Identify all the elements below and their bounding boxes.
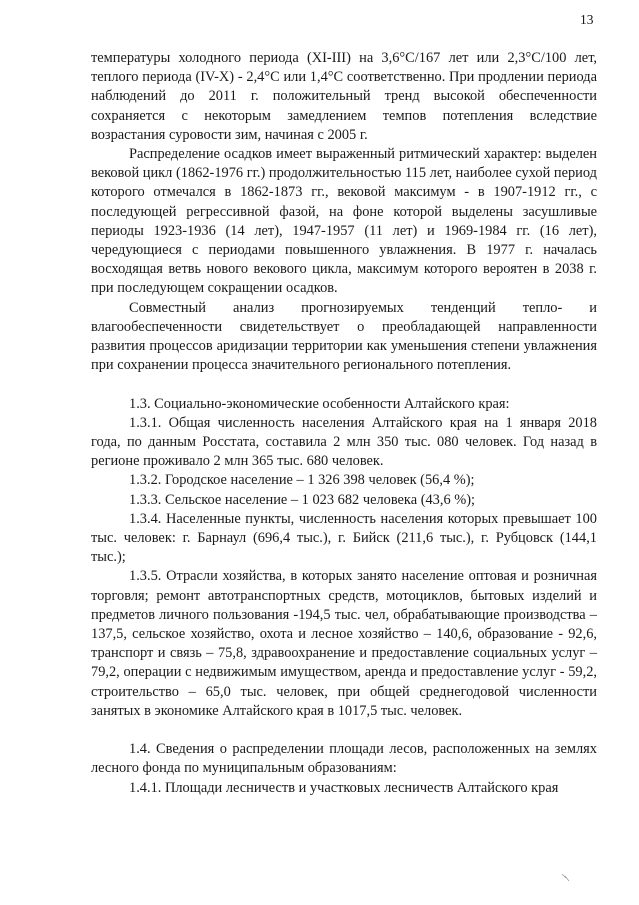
paragraph-joint-analysis: Совместный анализ прогнозируемых тенденций тепло- и влагообеспеченности свидетельствует о преобладающей направленности развития процессов аридизации территории как уменьшения степени увлажнения при сохранении процесса значительного регионального потепления. — [91, 299, 597, 374]
document-body — [91, 49, 597, 798]
paragraph-1-4-1: 1.4.1. Площади лесничеств и участковых лесничеств Алтайского края — [129, 779, 559, 796]
paragraph-1-3-2: 1.3.2. Городское население – 1 326 398 человек (56,4 %); — [129, 472, 475, 489]
paragraph-1-3-3: 1.3.3. Сельское население – 1 023 682 человека (43,6 %); — [129, 491, 476, 508]
paragraph-1-3-5: 1.3.5. Отрасли хозяйства, в которых занято население оптовая и розничная торговля; ремонт автотранспортных средств, мотоциклов, бытовых изделий и предметов личного пользования -194,5 тыс. чел, обрабатывающие производства – 137,5, сельское хозяйство, охота и лесное хозяйство – 140,6, образование - 92,6, транспорт и связь – 75,8, здравоохранение и предоставление социальных услуг – 79,2, операции с недвижимым имуществом, аренда и предоставление услуг - 59,2, строительство – 65,0 тыс. человек, при общей среднегодовой численности занятых в экономике Алтайского края в 1017,5 тыс. человек. — [91, 568, 597, 719]
scan-speck — [560, 872, 572, 884]
paragraph-temperature-trend: температуры холодного периода (XI-III) на 3,6°C/167 лет или 2,3°C/100 лет, теплого периода (IV-X) - 2,4°C или 1,4°C соответственно. При продлении периода наблюдений до 2011 г. положительный тренд высокой обеспеченности сохраняется с некоторым замедлением темпов потепления вследствие возрастания суровости зим, начиная с 2005 г. — [91, 50, 597, 143]
paragraph-1-3-4: 1.3.4. Населенные пункты, численность населения которых превышает 100 тыс. человек: г. Барнаул (696,4 тыс.), г. Бийск (211,6 тыс.), г. Рубцовск (144,1 тыс.); — [91, 510, 597, 566]
page-number: 13 — [580, 12, 594, 27]
paragraph-precipitation: Распределение осадков имеет выраженный ритмический характер: выделен вековой цикл (1862-1976 гг.) продолжительностью 115 лет, наиболее сухой период которого отмечался в 1862-1873 гг., вековой максимум - в 1907-1912 гг., с последующей регрессивной фазой, на фоне которой выделены засушливые периоды 1923-1936 (14 лет), 1947-1957 (11 лет) и 1969-1984 гг. (16 лет), чередующиеся с периодами повышенного увлажнения. В 1977 г. началась восходящая ветвь нового векового цикла, максимум которого вероятен в 2038 г. при последующем сокращении осадков. — [91, 146, 597, 297]
section-heading-1-4: 1.4. Сведения о распределении площади лесов, расположенных на землях лесного фонда по муниципальным образованиям: — [91, 741, 597, 777]
paragraph-1-3-1: 1.3.1. Общая численность населения Алтайского края на 1 января 2018 года, по данным Росстата, составила 2 млн 350 тыс. 080 человек. Год назад в регионе проживало 2 млн 365 тыс. 680 человек. — [91, 414, 597, 470]
section-heading-1-3: 1.3. Социально-экономические особенности Алтайского края: — [129, 395, 510, 412]
